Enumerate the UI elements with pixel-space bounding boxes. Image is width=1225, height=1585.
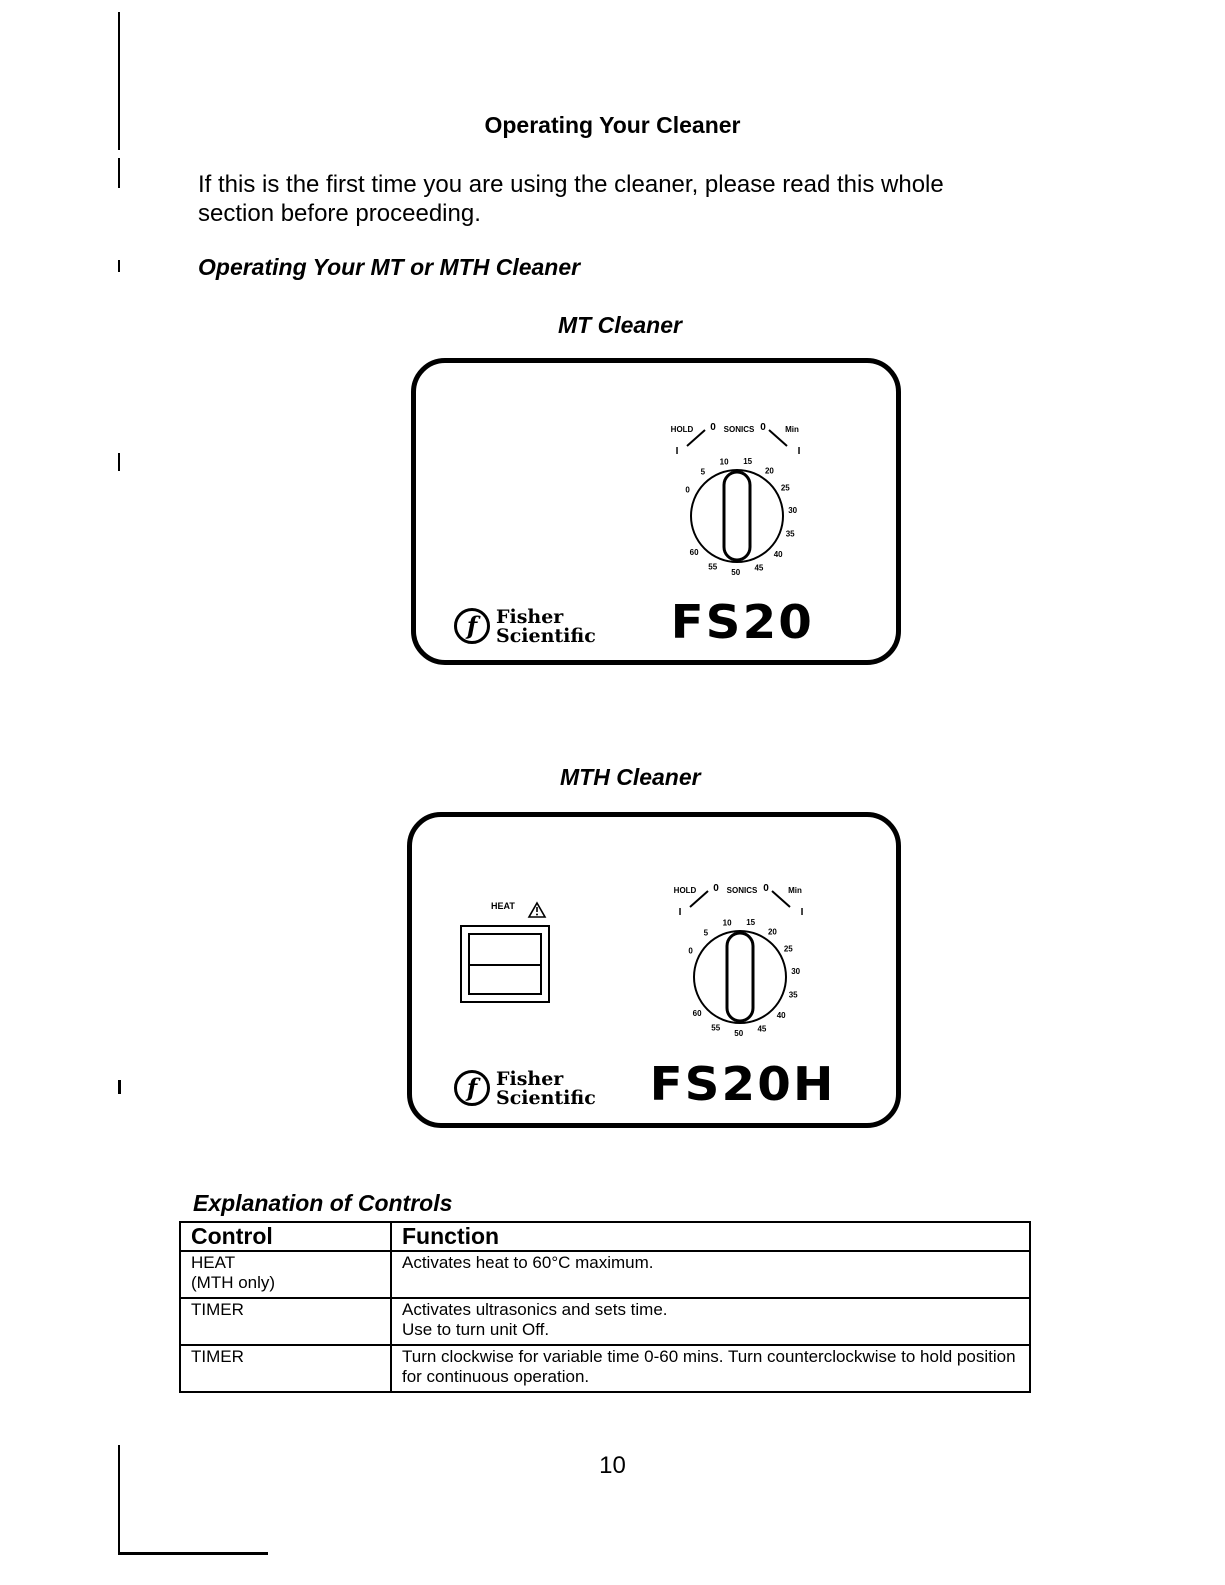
page-title: Operating Your Cleaner: [484, 112, 741, 138]
control-text: TIMER: [191, 1347, 244, 1366]
timer-tick-label: 15: [743, 457, 753, 466]
min-marker: I: [797, 446, 801, 457]
timer-tick-label: 25: [780, 483, 790, 493]
heat-switch-rocker: [468, 933, 542, 995]
function-cell: [391, 1298, 1030, 1345]
timer-tick-label: 35: [785, 529, 795, 539]
timer-tick-label: 30: [791, 967, 801, 977]
timer-tick-label: 30: [788, 506, 798, 516]
header-function: Function: [391, 1222, 1030, 1251]
table-header-row: [180, 1222, 1030, 1251]
timer-tick-label: 10: [722, 918, 732, 928]
timer-tick-label: 35: [788, 990, 798, 1000]
off-mark: 0: [710, 422, 716, 433]
controls-heading: Explanation of Controls: [193, 1190, 453, 1216]
timer-tick-label: 5: [700, 467, 706, 477]
function-text: Activates ultrasonics and sets time.: [402, 1300, 668, 1319]
timer-tick-label: 40: [776, 1011, 786, 1020]
heat-switch[interactable]: [460, 925, 550, 1003]
knob-grip: [727, 933, 753, 1021]
brand-line-2: Scientific: [496, 625, 596, 647]
model-label: FS20: [670, 595, 814, 649]
fisher-logo-icon: f: [454, 608, 490, 644]
min-marker: I: [800, 907, 804, 918]
timer-knob[interactable]: [674, 883, 804, 1038]
margin-mark: [118, 1552, 268, 1555]
model-label: FS20H: [649, 1057, 836, 1111]
fisher-logo-icon: f: [454, 1070, 490, 1106]
off-mark: 0: [713, 883, 719, 894]
margin-mark: [118, 1080, 121, 1094]
brand-line-2: Scientific: [496, 1087, 596, 1109]
control-text: TIMER: [191, 1300, 244, 1319]
warning-triangle-icon: [529, 903, 545, 917]
sonics-label: SONICS: [723, 425, 755, 434]
mth-control-panel: [407, 812, 901, 1128]
margin-mark: [118, 453, 120, 471]
min-label: Min: [788, 886, 802, 895]
hold-label: HOLD: [673, 886, 697, 895]
function-text: Use to turn unit Off.: [402, 1320, 550, 1339]
mt-panel-graphics: [416, 363, 896, 660]
timer-tick-label: 0: [685, 485, 690, 495]
off-mark: 0: [763, 883, 769, 894]
mt-control-panel: [411, 358, 901, 665]
brand-name: [496, 608, 596, 646]
min-label: Min: [785, 425, 799, 434]
control-cell: [180, 1345, 391, 1392]
table-row: [180, 1298, 1030, 1345]
timer-tick-label: 55: [711, 1023, 721, 1033]
timer-tick-label: 25: [783, 944, 793, 954]
page-number: 10: [599, 1452, 626, 1479]
section-subheading: Operating Your MT or MTH Cleaner: [198, 254, 581, 280]
margin-mark: [118, 260, 120, 272]
table-row: [180, 1345, 1030, 1392]
mt-panel-title: MT Cleaner: [558, 312, 682, 338]
timer-tick-label: 40: [773, 550, 783, 559]
heat-label: HEAT: [491, 901, 515, 911]
control-cell: [180, 1298, 391, 1345]
function-cell: [391, 1251, 1030, 1298]
hold-label: HOLD: [670, 425, 694, 434]
timer-tick-label: 0: [688, 946, 693, 956]
timer-tick-label: 60: [689, 548, 699, 557]
brand-line-1: Fisher: [496, 1068, 564, 1090]
timer-tick-label: 20: [767, 927, 777, 937]
hold-marker: I: [678, 907, 682, 918]
timer-tick-label: 5: [703, 928, 709, 938]
timer-tick-label: 50: [734, 1029, 744, 1038]
timer-tick-label: 55: [708, 562, 718, 572]
function-text: Turn clockwise for variable time 0-60 mins. Turn counterclockwise to hold position for continuous operation.: [402, 1347, 1016, 1386]
timer-tick-label: 60: [692, 1009, 702, 1018]
timer-tick-label: 20: [764, 466, 774, 476]
timer-tick-label: 15: [746, 918, 756, 927]
sonics-label: SONICS: [726, 886, 758, 895]
hold-marker: I: [675, 446, 679, 457]
knob-grip: [724, 472, 750, 560]
off-mark: 0: [760, 422, 766, 433]
timer-knob[interactable]: [671, 422, 801, 577]
mth-panel-title: MTH Cleaner: [560, 764, 701, 790]
timer-tick-label: 45: [757, 1024, 767, 1034]
timer-tick-label: 10: [719, 457, 729, 467]
header-control: Control: [180, 1222, 391, 1251]
brand-line-1: Fisher: [496, 606, 564, 628]
timer-tick-label: 50: [731, 568, 741, 577]
control-text: (MTH only): [191, 1273, 276, 1292]
brand-name: [496, 1070, 596, 1108]
margin-mark: [118, 158, 120, 188]
table-row: [180, 1251, 1030, 1298]
controls-table: [179, 1221, 1031, 1393]
timer-tick-label: 45: [754, 563, 764, 573]
control-text: HEAT: [191, 1253, 236, 1272]
function-cell: [391, 1345, 1030, 1392]
function-text: Activates heat to 60°C maximum.: [402, 1253, 654, 1272]
intro-paragraph: If this is the first time you are using the cleaner, please read this whole section before proceeding.: [198, 171, 944, 227]
control-cell: [180, 1251, 391, 1298]
